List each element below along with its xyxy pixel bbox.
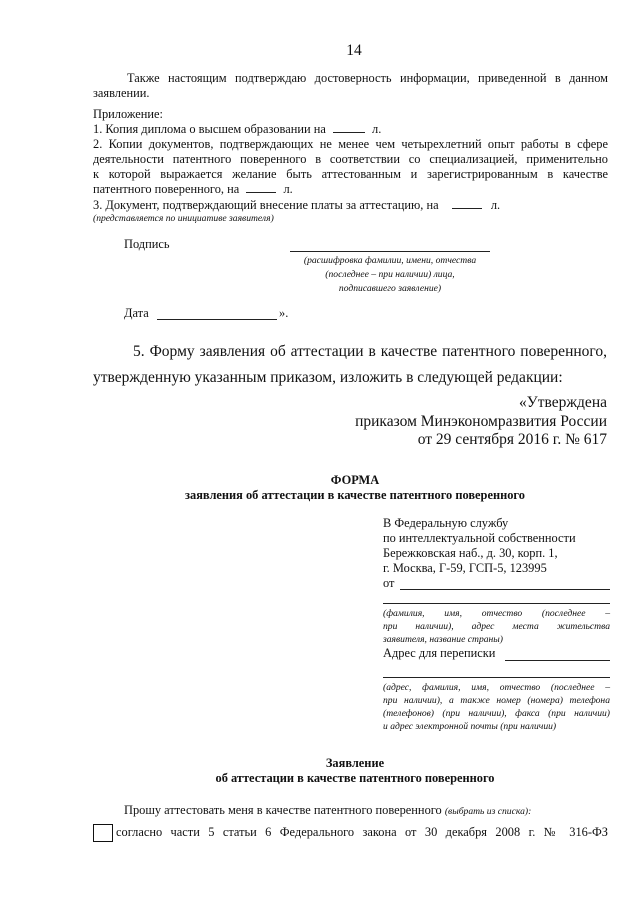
correspondence-note-4: и адрес электронной почты (при наличии) [383, 721, 557, 732]
point-5-line-2: утвержденную указанным приказом, изложить в следующей редакции: [93, 369, 563, 386]
correspondence-line-2[interactable] [383, 677, 610, 678]
correspondence-note-1: (адрес, фамилия, имя, отчество (последнее – [383, 682, 610, 693]
from-line[interactable] [400, 589, 610, 590]
confirmation-line-2: заявлении. [93, 86, 150, 100]
attachment-item-3-unit: л. [490, 198, 501, 212]
page-number: 14 [346, 42, 362, 59]
correspondence-line[interactable] [505, 660, 610, 661]
attachment-item-2-line-4 [93, 182, 293, 197]
statement-request [124, 803, 531, 818]
statement-request-note: (выбрать из списка): [444, 806, 532, 817]
attachment-item-2-text: патентного поверенного, на [93, 182, 240, 196]
attachment-item-3-text: 3. Документ, подтверждающий внесение платы за аттестацию, на [93, 198, 439, 212]
from-label: от [383, 576, 395, 590]
signature-line[interactable] [290, 251, 490, 252]
option-1-text: согласно части 5 статьи 6 Федерального закона от 30 декабря 2008 г. № 316-ФЗ [116, 825, 608, 839]
attachment-item-2-unit: л. [283, 182, 293, 196]
applicant-line[interactable] [383, 603, 610, 604]
confirmation-line-1: Также настоящим подтверждаю достоверность информации, приведенной в данном [127, 71, 608, 85]
approved-line-1: «Утверждена [518, 394, 607, 411]
addressee-line-2: по интеллектуальной собственности [383, 531, 576, 545]
attachment-item-3-note: (представляется по инициативе заявителя) [93, 213, 274, 224]
attachment-item-1 [93, 122, 381, 137]
signature-label: Подпись [124, 237, 170, 251]
addressee-line-1: В Федеральную службу [383, 516, 509, 530]
attachment-item-2-line-2: деятельности патентного поверенного в соответствии со специализацией, применительно [93, 152, 608, 166]
applicant-note-1: (фамилия, имя, отчество (последнее – [383, 608, 610, 619]
statement-request-text: Прошу аттестовать меня в качестве патентного поверенного [124, 803, 442, 817]
attachment-item-1-unit: л. [372, 122, 382, 136]
correspondence-note-3: (телефонов) (при наличии), факса (при наличии) [383, 708, 610, 719]
point-5-line-1: 5. Форму заявления об аттестации в качестве патентного поверенного, [133, 343, 607, 360]
applicant-note-3: заявителя, название страны) [383, 634, 503, 645]
date-suffix: ». [279, 306, 289, 320]
date-line[interactable] [157, 319, 277, 320]
signature-note-2: (последнее – при наличии) лица, [325, 269, 455, 280]
date-label: Дата [124, 306, 149, 320]
attachments-title: Приложение: [93, 107, 163, 121]
attachment-item-1-pages-blank[interactable] [333, 122, 365, 133]
attachment-item-2-line-1: 2. Копии документов, подтверждающих не менее чем четырехлетний опыт работы в сфере [93, 137, 608, 151]
attachment-item-2-line-3: к которой выражается желание быть аттестованным и зарегистрированным в качестве [93, 167, 608, 181]
approved-line-3: от 29 сентября 2016 г. № 617 [417, 431, 607, 448]
signature-note-3: подписавшего заявление) [338, 283, 442, 294]
attachment-item-2-pages-blank[interactable] [246, 182, 276, 193]
option-1-checkbox[interactable] [93, 824, 113, 842]
form-title: ФОРМА [330, 473, 380, 487]
correspondence-label: Адрес для переписки [383, 646, 496, 660]
attachment-item-3 [93, 198, 500, 213]
approved-line-2: приказом Минэкономразвития России [355, 413, 607, 430]
applicant-note-2: при наличии), адрес места жительства [383, 621, 610, 632]
attachment-item-1-text: 1. Копия диплома о высшем образовании на [93, 122, 326, 136]
addressee-line-4: г. Москва, Г-59, ГСП-5, 123995 [383, 561, 547, 575]
form-subtitle: заявления об аттестации в качестве патентного поверенного [185, 488, 525, 502]
statement-subtitle: об аттестации в качестве патентного поверенного [215, 771, 495, 785]
correspondence-note-2: при наличии), а также номер (номера) телефона [383, 695, 610, 706]
signature-note-1: (расшифровка фамилии, имени, отчества [303, 255, 477, 266]
statement-title: Заявление [325, 756, 385, 770]
addressee-line-3: Бережковская наб., д. 30, корп. 1, [383, 546, 558, 560]
attachment-item-3-pages-blank[interactable] [452, 198, 482, 209]
